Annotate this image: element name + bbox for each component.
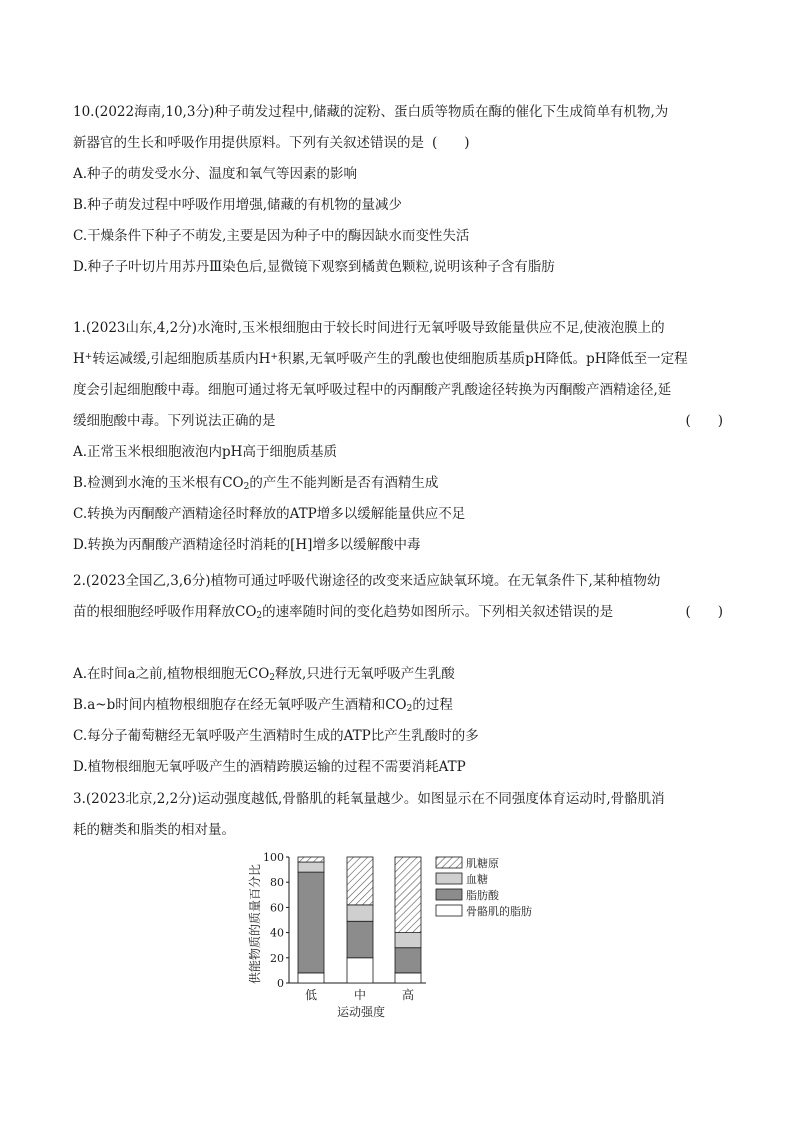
- question-stem-line: [73, 597, 723, 628]
- question-stem-line: 3.(2023北京,2,2分)运动强度越低,骨骼肌的耗氧量越少。如图显示在不同强度体育运动时,骨骼肌消: [73, 791, 665, 807]
- bar-segment: [298, 862, 324, 872]
- subscript: 2: [406, 704, 413, 714]
- stem-text: 的速率随时间的变化趋势如图所示。下列相关叙述错误的是: [262, 604, 614, 620]
- legend-swatch: [436, 889, 462, 900]
- legend-swatch: [436, 857, 462, 868]
- legend-label: 肌糖原: [466, 857, 499, 870]
- stem-text: 缓细胞酸中毒。下列说法正确的是: [73, 413, 276, 429]
- option-a: [73, 659, 723, 690]
- bar-segment: [395, 857, 421, 933]
- y-tick-label: 100: [263, 851, 284, 864]
- option-b: [73, 690, 723, 721]
- stem-text: 苗的根细胞经呼吸作用释放CO: [73, 604, 257, 620]
- x-tick-label: 中: [353, 988, 367, 1002]
- options-group: [73, 659, 723, 783]
- bar-segment: [298, 872, 324, 973]
- stem-text: 积累,无氧呼吸产生的乳酸也使细胞质基质pH降低。pH降低至一定程: [277, 351, 688, 367]
- option-text: 释放,只进行无氧呼吸产生乳酸: [275, 666, 455, 682]
- option-b: B.种子萌发过程中呼吸作用增强,储藏的有机物的量减少: [73, 197, 403, 213]
- option-text: 的过程: [412, 697, 453, 713]
- y-axis-label: 供能物质的质量百分比: [248, 863, 262, 985]
- option-c: C.转换为丙酮酸产酒精途径时释放的ATP增多以缓解能量供应不足: [73, 506, 466, 522]
- y-tick-label: 0: [277, 977, 284, 990]
- question-3: [73, 784, 723, 846]
- answer-paren: ( ): [432, 135, 470, 151]
- y-tick-label: 40: [270, 926, 284, 940]
- x-axis-label: 运动强度: [336, 1005, 386, 1019]
- y-tick-label: 60: [270, 901, 284, 915]
- bar-segment: [347, 958, 373, 983]
- superscript: +: [270, 352, 278, 362]
- legend-label: 血糖: [466, 873, 488, 886]
- answer-paren: ( ): [685, 413, 723, 429]
- question-2: [73, 566, 723, 783]
- question-stem-line: 度会引起细胞酸中毒。细胞可通过将无氧呼吸过程中的丙酮酸产乳酸途径转换为丙酮酸产酒精途径,延: [73, 382, 672, 398]
- option-c: C.干燥条件下种子不萌发,主要是因为种子中的酶因缺水而变性失活: [73, 228, 470, 244]
- option-a: A.正常玉米根细胞液泡内pH高于细胞质基质: [73, 444, 337, 460]
- legend-swatch: [436, 873, 462, 884]
- bar-segment: [395, 973, 421, 983]
- answer-paren: ( ): [685, 604, 723, 620]
- x-tick-label: 低: [304, 988, 318, 1002]
- superscript: +: [84, 352, 93, 362]
- legend-label: 脂肪酸: [466, 889, 499, 902]
- stem-text: 转运减缓,引起细胞质基质内H: [92, 351, 271, 367]
- option-text: B.a~b时间内植物根细胞存在经无氧呼吸产生酒精和CO: [73, 697, 407, 713]
- question-stem-line: 1.(2023山东,4,2分)水淹时,玉米根细胞由于较长时间进行无氧呼吸导致能量供应不足,使液泡膜上的: [73, 320, 665, 336]
- bar-segment: [395, 933, 421, 948]
- question-10: [73, 97, 723, 283]
- stem-text: H: [73, 351, 85, 367]
- question-stem-line: 耗的糖类和脂类的相对量。: [73, 822, 235, 838]
- bar-segment: [347, 905, 373, 921]
- option-c: C.每分子葡萄糖经无氧呼吸产生酒精时生成的ATP比产生乳酸时的多: [73, 728, 479, 744]
- question-1: [73, 313, 723, 561]
- bar-segment: [298, 973, 324, 983]
- question-stem-line: 10.(2022海南,10,3分)种子萌发过程中,储藏的淀粉、蛋白质等物质在酶的催化下生成简单有机物,为: [73, 104, 669, 120]
- question-stem-line: [73, 344, 723, 375]
- y-tick-label: 20: [270, 951, 284, 965]
- subscript: 2: [269, 673, 276, 683]
- question-stem-line: [73, 128, 723, 159]
- question-stem-line: 2.(2023全国乙,3,6分)植物可通过呼吸代谢途径的改变来适应缺氧环境。在无氧条件下,某种植物幼: [73, 573, 661, 589]
- legend-label: 骨骼肌的脂肪: [466, 905, 532, 918]
- subscript: 2: [256, 611, 263, 621]
- option-d: D.种子子叶切片用苏丹Ⅲ染色后,显微镜下观察到橘黄色颗粒,说明该种子含有脂肪: [73, 259, 555, 275]
- stacked-bar-chart: [240, 850, 560, 1025]
- option-a: A.种子的萌发受水分、温度和氧气等因素的影响: [73, 166, 358, 182]
- chart-bars: [298, 857, 421, 1002]
- x-tick-label: 高: [401, 988, 415, 1002]
- bar-segment: [347, 921, 373, 958]
- question-stem-text: 新器官的生长和呼吸作用提供原料。下列有关叙述错误的是: [73, 135, 424, 151]
- option-text: A.在时间a之前,植物根细胞无CO: [73, 666, 270, 682]
- bar-segment: [298, 857, 324, 862]
- option-text: B.检测到水淹的玉米根有CO: [73, 475, 244, 491]
- bar-segment: [395, 948, 421, 973]
- option-b: [73, 468, 723, 499]
- legend-swatch: [436, 905, 462, 916]
- bar-segment: [347, 857, 373, 905]
- chart-legend: [436, 856, 532, 918]
- y-tick-label: 80: [270, 876, 284, 890]
- subscript: 2: [243, 482, 250, 492]
- option-text: 的产生不能判断是否有酒精生成: [249, 475, 439, 491]
- question-stem-line: [73, 406, 723, 437]
- option-d: D.植物根细胞无氧呼吸产生的酒精跨膜运输的过程不需要消耗ATP: [73, 759, 466, 775]
- option-d: D.转换为丙酮酸产酒精途径时消耗的[H]增多以缓解酸中毒: [73, 537, 421, 553]
